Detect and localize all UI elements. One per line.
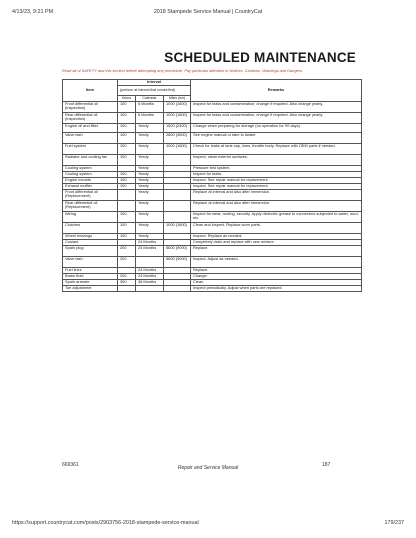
cell-remarks: Inspect. See repair manual for replacement. [191,183,362,189]
cell-calendar: 6 Months [136,101,164,112]
cell-item: Clutches [63,222,118,233]
cell-item: Engine mounts [63,177,118,183]
cell-calendar: 24 Months [136,239,164,245]
cell-hours: 200 [118,273,136,279]
cell-miles: 5600 (9000) [164,256,191,267]
header-remarks: Remarks [191,80,362,102]
cell-hours: 100 [118,233,136,239]
table-row [63,222,362,233]
cell-hours: 100 [118,143,136,154]
cell-miles: 5600 (9000) [164,245,191,256]
cell-miles: 1500 (2400) [164,123,191,132]
cell-calendar: Yearly [136,222,164,233]
table-row [63,101,362,112]
header-item: Item [63,80,118,102]
cell-calendar: Yearly [136,143,164,154]
cell-remarks: Inspect for leaks and contamination; change if required. Also change yearly. [191,112,362,123]
table-row [63,285,362,291]
cell-calendar: 24 Months [136,245,164,256]
cell-remarks: Replace. [191,267,362,273]
cell-hours: 100 [118,154,136,165]
cell-calendar [136,285,164,291]
cell-remarks: Completely drain and replace with new mixture. [191,239,362,245]
header-hours: Hours [118,95,136,101]
cell-item: Engine oil and filter [63,123,118,132]
cell-remarks: Inspect for wear, routing, security. Apply dielectric grease to connectors subjected to water, mud, etc. [191,211,362,222]
cell-hours: 100 [118,112,136,123]
cell-calendar: Yearly [136,171,164,177]
cell-item: Cooling system [63,165,118,171]
maintenance-table-body [63,101,362,291]
header-interval-note [118,85,191,95]
page-title: SCHEDULED MAINTENANCE [164,50,356,65]
cell-remarks: Change when preparing for storage (no operation for 90 days). [191,123,362,132]
cell-item: Fuel lines [63,267,118,273]
cell-calendar: Yearly [136,132,164,143]
cell-item: Toe adjustment [63,285,118,291]
print-timestamp: 4/13/23, 9:21 PM [12,9,54,15]
cell-item: Rear differential oil (Replacement) [63,200,118,211]
table-row [63,245,362,256]
cell-miles [164,154,191,165]
cell-calendar: Yearly [136,183,164,189]
cell-item: Brake fluid [63,273,118,279]
cell-hours: 100 [118,183,136,189]
cell-miles: 1000 (1600) [164,143,191,154]
cell-item: Wiring [63,211,118,222]
cell-hours: 100 [118,177,136,183]
cell-item: Spark arrester [63,279,118,285]
cell-calendar: 24 Months [136,267,164,273]
cell-hours: 100 [118,132,136,143]
cell-remarks: Inspect periodically. Adjust when parts are replaced. [191,285,362,291]
cell-miles [164,211,191,222]
doc-number: 669361 [62,462,79,468]
table-row [63,112,362,123]
header-miles: Miles (km) [164,95,191,101]
cell-remarks: Check for leaks at tank cap, lines, throttle body. Replace with OEM parts if needed. [191,143,362,154]
cell-remarks: Change. [191,273,362,279]
cell-hours: 100 [118,171,136,177]
print-page-count: 179/237 [384,520,404,526]
cell-calendar: Yearly [136,233,164,239]
cell-hours [118,285,136,291]
cell-remarks: Inspect. Adjust as needed. [191,256,362,267]
cell-item: Wheel bearings [63,233,118,239]
cell-miles: 1000 (1600) [164,222,191,233]
cell-item: Rear differential oil (Inspection) [63,112,118,123]
cell-hours: 100 [118,211,136,222]
cell-remarks: Replace at interval and also after immersion. [191,200,362,211]
cell-hours: 100 [118,101,136,112]
cell-remarks: Inspect. See repair manual for replacement. [191,177,362,183]
cell-calendar: Yearly [136,123,164,132]
print-url: https://support.countrycat.com/posts/2903756-2018-stampede-service-manual [12,520,199,526]
table-row [63,143,362,154]
cell-miles [164,200,191,211]
cell-miles: 1000 (1600) [164,101,191,112]
cell-hours: 300 [118,279,136,285]
cell-hours [118,189,136,200]
cell-miles [164,189,191,200]
cell-calendar: 6 Months [136,112,164,123]
header-interval: Interval [118,80,191,86]
cell-calendar: Yearly [136,200,164,211]
cell-item: Exhaust muffler [63,183,118,189]
cell-item: Valve lash [63,256,118,267]
cell-remarks: Replace at interval and also after immersion. [191,189,362,200]
table-row [63,154,362,165]
cell-calendar: Yearly [136,165,164,171]
cell-item: Fuel system [63,143,118,154]
cell-remarks: Pressure test system. [191,165,362,171]
manual-name: Repair and Service Manual [177,465,239,471]
table-row [63,123,362,132]
cell-hours: 200 [118,256,136,267]
cell-hours [118,200,136,211]
page-number: 187 [322,462,331,468]
cell-item: Front differential oil (Inspection) [63,101,118,112]
cell-calendar: 36 Months [136,279,164,285]
cell-remarks: Inspect for leaks. [191,171,362,177]
cell-remarks: Clean. [191,279,362,285]
table-row [63,132,362,143]
cell-remarks: Replace. [191,245,362,256]
cell-calendar: Yearly [136,177,164,183]
cell-hours: 200 [118,245,136,256]
cell-remarks: Inspect; clean exterior surfaces. [191,154,362,165]
maintenance-table [62,79,362,292]
print-page-title: 2018 Stampede Service Manual | CountryCat [153,9,263,15]
table-row [63,211,362,222]
cell-remarks: Inspect. Replace as needed. [191,233,362,239]
cell-miles: 1000 (1600) [164,112,191,123]
table-row [63,256,362,267]
cell-miles: 2800 (4500) [164,132,191,143]
cell-remarks: Inspect for leaks and contamination; change if required. Also change yearly. [191,101,362,112]
cell-calendar: Yearly [136,154,164,165]
cell-remarks: See engine manual or take to dealer. [191,132,362,143]
cell-calendar: Yearly [136,211,164,222]
table-row [63,189,362,200]
cell-calendar [136,256,164,267]
header-calendar: Calendar [136,95,164,101]
cell-calendar: 24 Months [136,273,164,279]
cell-miles [164,285,191,291]
interval-note-text: (perform at interval that comes first) [120,87,176,92]
cell-item: Front differential oil (Replacement) [63,189,118,200]
cell-item: Valve lash [63,132,118,143]
table-row [63,200,362,211]
cell-item: Coolant [63,239,118,245]
safety-notice: Read all of SAFETY and this section before attempting any procedure. Pay particular attention to Notices, Cautions, Warnings and Dangers. [62,68,303,73]
cell-item: Radiator and cooling fan [63,154,118,165]
cell-calendar: Yearly [136,189,164,200]
cell-item: Spark plug [63,245,118,256]
cell-item: Cooling system [63,171,118,177]
cell-hours: 100 [118,123,136,132]
cell-hours: 100 [118,222,136,233]
cell-remarks: Clean and inspect. Replace worn parts. [191,222,362,233]
